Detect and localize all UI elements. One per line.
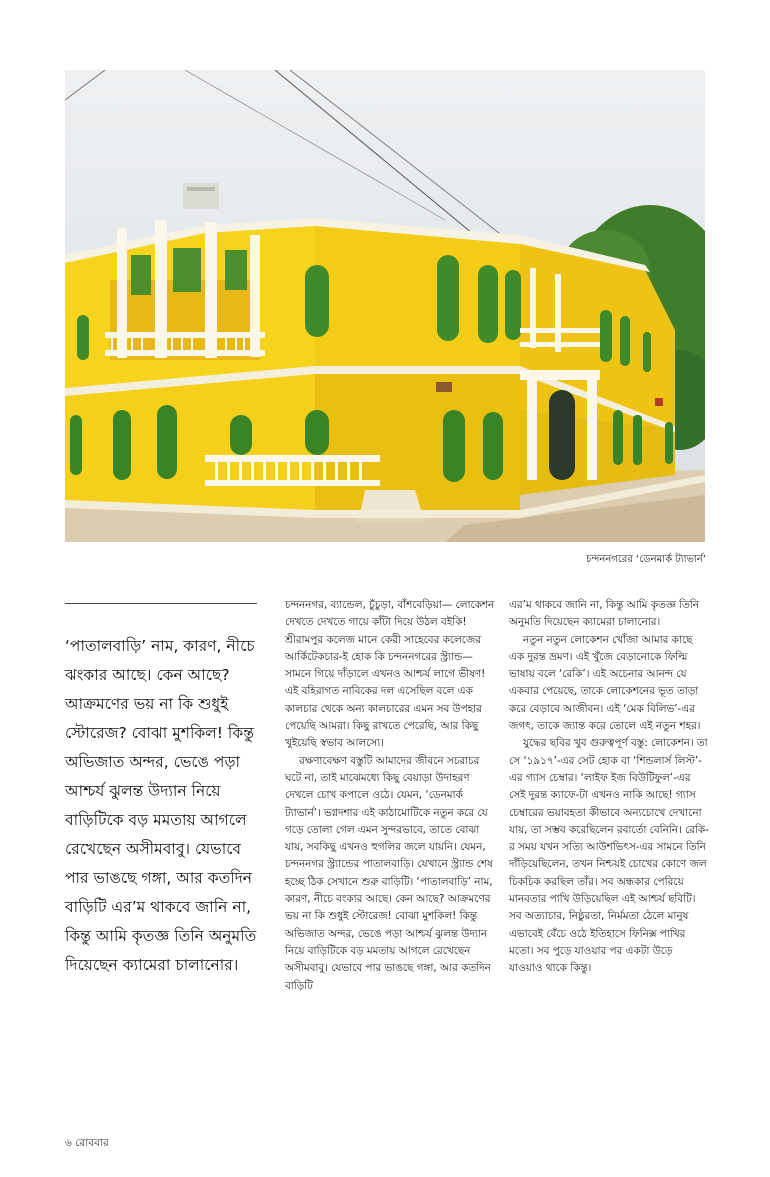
pullquote-divider bbox=[65, 603, 257, 604]
page-footer: ৬ রোববার bbox=[65, 1137, 109, 1149]
denmark-tavern-illustration bbox=[65, 70, 705, 542]
paragraph: এর’ম থাকবে জানি না, কিন্তু আমি কৃতজ্ঞ তিনি অনুমতি দিয়েছেন ক্যামেরা চালানোর। bbox=[509, 599, 700, 629]
paragraph: চন্দননগর, ব্যান্ডেল, চুঁচুড়া, বাঁশবেড়িয়া— লোকেশন দেখতে দেখতে গায়ে কাঁটা দিয়ে উঠল বইকি! শ্রীরামপুর কলেজ মানে কেরী সাহেবের কলেজের আর্কিটেকচার-ই হোক কি চন্দননগরের স্ট্র্যান্ড— সামনে গিয়ে দাঁড়ালে এখনও আশ্চর্য লাগে ভীষণ! এই বহিরাগত নাবিকের দল এসেছিল বলে এক কালচার থেকে অন্য কালচারের এমন সব উপহার পেয়েছি আমরা। কিছু রাখতে পেরেছি, আর কিছু খুইয়েছি স্বভাব আলস্যে। bbox=[285, 599, 495, 750]
paragraph: রক্ষণাবেক্ষণ বস্তুটি আমাদের জীবনে সচরাচর ঘটে না, তাই মাঝেমধ্যে কিছু বেয়াড়া উদাহরণ দেখলে চোখ কপালে ওঠে। যেমন, ‘ডেনমার্ক ট্যাভার্ন’। ভগ্নদশার এই কাঠামোটিকে নতুন করে যে গড়ে তোলা গেল এমন সুন্দরভাবে, তাতে বোঝা যায়, সবকিছু এখনও হুগলির জলে যায়নি। যেমন, চন্দননগর স্ট্র্যান্ডের পাতালবাড়ি। যেখানে স্ট্র্যান্ড শেষ হচ্ছে ঠিক সেখানে শুরু বাড়িটি। ‘পাতালবাড়ি’ নাম, কারণ, নীচে বংকার আছে। কেন আছে? আক্রমণের ভয় না কি শুধুই স্টোরেজ! বোঝা মুশকিল! কিন্তু অভিজাত অন্দর, ভেঙে পড়া আশ্চর্য ঝুলন্ত উদ্যান নিয়ে বাড়িটিকে বড় মমতায় আগলে রেখেছেন অসীমবাবু। যেভাবে পার ভাঙছে গঙ্গা, আর কতদিন বাড়িটি bbox=[285, 754, 493, 992]
building-photo bbox=[65, 70, 705, 542]
photo-caption: চন্দননগরের ‘ডেনমার্ক ট্যাভার্ন’ bbox=[585, 554, 706, 565]
paragraph: যুদ্ধের ছবির খুব গুরুত্বপূর্ণ বস্তু: লোকেশন। তা সে ‘১৯১৭’-এর সেট হোক বা ‘শিন্ডলার্স লিস্ট’-এর গ্যাস চেম্বার। ‘লাইফ ইজ বিউটিফুল’-এর সেই দুরন্ত ক্যাফে-টা এখনও নাকি আছে! গ্যাস চেম্বারের ভয়াবহতা কীভাবে অন্যচোখে দেখানো যায়, তা সম্ভব করেছিলেন রবার্তো বেনিনি। রেকি-র সময় যখন সত্যি আউশভিৎস-এর সামনে তিনি দাঁড়িয়েছিলেন, তখন নিশ্চয়ই চোখের কোণে জল চিকচিক করছিল তাঁর। সব অন্ধকার পেরিয়ে মানবতার পাখি উড়িয়েছিল এই আশ্চর্য ছবিটি। সব অত্যাচার, নিষ্ঠুরতা, নির্মমতা ঠেলে মানুষ এভাবেই বেঁচে ওঠে ইতিহাসে ফিনিক্স পাখির মতো। সব পুড়ে যাওয়ার পর একটা উড়ে যাওয়াও থাকে কিন্তু। bbox=[509, 737, 709, 975]
pull-quote: ‘পাতালবাড়ি’ নাম, কারণ, নীচে ঝংকার আছে। কেন আছে? আক্রমণের ভয় না কি শুধুই স্টোরেজ? বোঝা মুশকিল! কিন্তু অভিজাত অন্দর, ভেঙে পড়া আশ্চর্য ঝুলন্ত উদ্যান নিয়ে বাড়িটিকে বড় মমতায় আগলে রেখেছেন অসীমবাবু। যেভাবে পার ভাঙছে গঙ্গা, আর কতদিন বাড়িটি এর’ম থাকবে জানি না, কিন্তু আমি কৃতজ্ঞ তিনি অনুমতি দিয়েছেন ক্যামেরা চালানোর। bbox=[65, 637, 257, 974]
article-column-2 bbox=[509, 597, 709, 978]
article-column-1 bbox=[285, 597, 495, 995]
paragraph: নতুন নতুন লোকেশন খোঁজা আমার কাছে এক দুরন্ত ভ্রমণ। এই খুঁজে বেড়ানোকে ফিল্মি ভাষায় বলে ‘রেকি’। এই অচেনার আনন্দ যে একবার পেয়েছে, তাকে লোকেশনের ভূত তাড়া করে বেড়াবে আজীবন। এই ‘মেক বিলিভ’-এর জগৎ, তাকে জ্যান্ত করে তোলে এই নতুন শহর। bbox=[509, 633, 701, 733]
